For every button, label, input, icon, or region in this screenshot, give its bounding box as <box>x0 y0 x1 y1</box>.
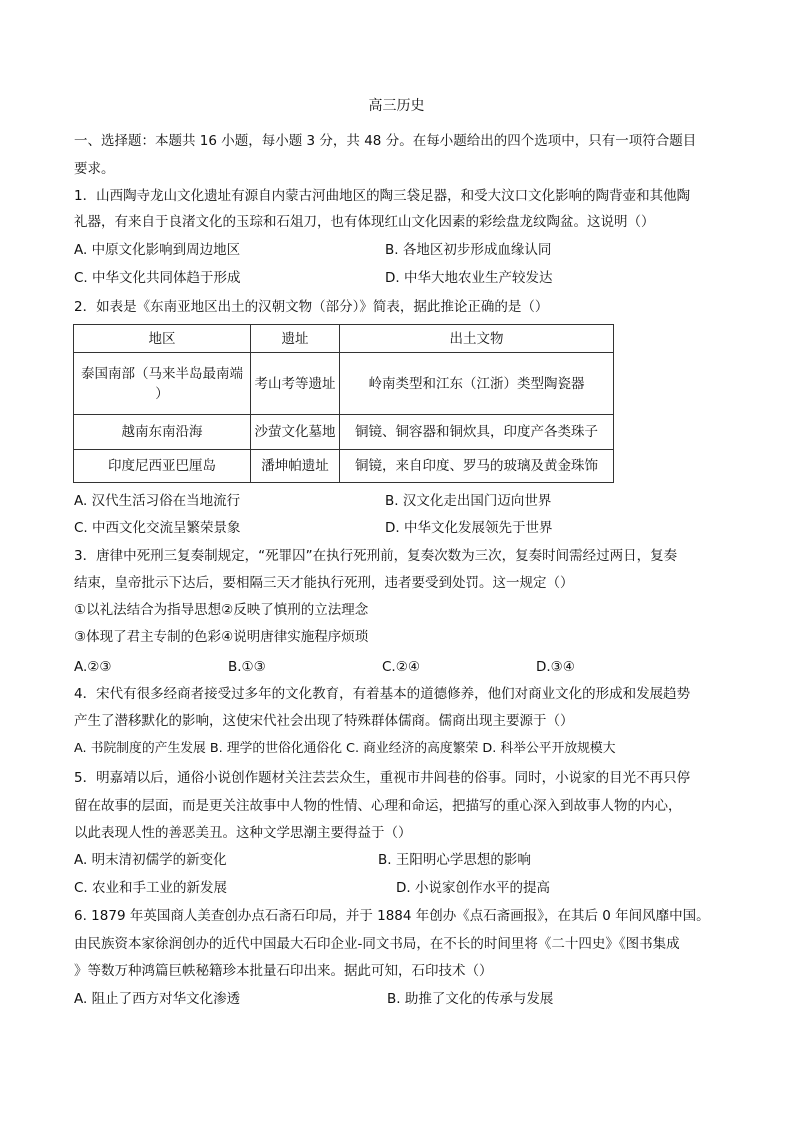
table-cell-items: 铜镜，来自印度、罗马的玻璃及黄金珠饰 <box>340 450 614 483</box>
q1-option-d: D. 中华大地农业生产较发达 <box>385 270 553 286</box>
q6-option-a: A. 阻止了西方对华文化渗透 <box>74 991 241 1007</box>
table-cell-region: 越南东南沿海 <box>74 415 251 450</box>
table-header-row <box>74 325 614 353</box>
table-header-region: 地区 <box>74 325 251 353</box>
artifact-table <box>73 324 614 483</box>
q2-option-a: A. 汉代生活习俗在当地流行 <box>74 493 241 509</box>
table-cell-items: 岭南类型和江东（江浙）类型陶瓷器 <box>340 353 614 415</box>
table-row <box>74 415 614 450</box>
q3-statements-line1: ①以礼法结合为指导思想②反映了慎刑的立法理念 <box>74 602 369 618</box>
q5-option-d: D. 小说家创作水平的提高 <box>396 880 550 896</box>
q6-option-b: B. 助推了文化的传承与发展 <box>387 991 554 1007</box>
q5-option-a: A. 明末清初儒学的新变化 <box>74 852 227 868</box>
q5-option-b: B. 王阳明心学思想的影响 <box>378 852 531 868</box>
q3-option-b: B.①③ <box>228 659 266 675</box>
page-title: 高三历史 <box>368 98 425 114</box>
q1-option-b: B. 各地区初步形成血缘认同 <box>385 242 552 258</box>
table-header-site: 遗址 <box>251 325 340 353</box>
table-cell-region: 印度尼西亚巴厘岛 <box>74 450 251 483</box>
q3-stem-line2: 结束，皇帝批示下达后，要相隔三天才能执行死刑，违者要受到处罚。这一规定（） <box>74 575 574 591</box>
table-row <box>74 450 614 483</box>
q3-option-a: A.②③ <box>74 659 112 675</box>
q4-options: A. 书院制度的产生发展 B. 理学的世俗化通俗化 C. 商业经济的高度繁荣 D. 科举公平开放规模大 <box>74 741 616 756</box>
q2-option-d: D. 中华文化发展领先于世界 <box>385 520 553 536</box>
q4-stem-line1: 4．宋代有很多经商者接受过多年的文化教育，有着基本的道德修养，他们对商业文化的形成和发展趋势 <box>74 686 691 702</box>
table-cell-site: 考山考等遗址 <box>251 353 340 415</box>
table-cell-items: 铜镜、铜容器和铜炊具，印度产各类珠子 <box>340 415 614 450</box>
q3-statements-line2: ③体现了君主专制的色彩④说明唐律实施程序烦琐 <box>74 629 369 645</box>
table-cell-region <box>74 353 251 415</box>
q6-stem-line2: 由民族资本家徐润创办的近代中国最大石印企业-同文书局，在不长的时间里将《二十四史》《图书集成 <box>74 936 680 952</box>
q5-stem-line1: 5．明嘉靖以后，通俗小说创作题材关注芸芸众生，重视市井闾巷的俗事。同时，小说家的目光不再只停 <box>74 770 691 786</box>
q5-stem-line3: 以此表现人性的善恶美丑。这种文学思潮主要得益于（） <box>74 825 412 841</box>
q6-stem-line3: 》等数万种鸿篇巨帙秘籍珍本批量石印出来。据此可知，石印技术（） <box>74 963 493 979</box>
q1-option-a: A. 中原文化影响到周边地区 <box>74 242 241 258</box>
q5-stem-line2: 留在故事的层面，而是更关注故事中人物的性情、心理和命运，把描写的重心深入到故事人物的内心， <box>74 798 682 814</box>
q3-option-c: C.②④ <box>382 659 420 675</box>
table-row <box>74 353 614 415</box>
table-cell-site: 沙萤文化墓地 <box>251 415 340 450</box>
q2-stem: 2．如表是《东南亚地区出土的汉朝文物（部分）》简表，据此推论正确的是（） <box>74 299 549 315</box>
q4-stem-line2: 产生了潜移默化的影响，这使宋代社会出现了特殊群体儒商。儒商出现主要源于（） <box>74 713 574 729</box>
q3-option-d: D.③④ <box>536 659 575 675</box>
region-text-line1: 泰国南部（马来半岛最南端 <box>81 365 243 382</box>
q6-stem-line1: 6. 1879 年英国商人美查创办点石斋石印局，并于 1884 年创办《点石斋画报》，在其后 0 年间风靡中国。 <box>74 908 710 924</box>
q1-stem-line1: 1．山西陶寺龙山文化遗址有源自内蒙古河曲地区的陶三袋足器，和受大汶口文化影响的陶背壶和其他陶 <box>74 188 691 204</box>
table-header-items: 出土文物 <box>340 325 614 353</box>
q2-option-b: B. 汉文化走出国门迈向世界 <box>385 493 552 509</box>
q1-stem-line2: 礼器，有来自于良渚文化的玉琮和石俎刀，也有体现红山文化因素的彩绘盘龙纹陶盆。这说明（） <box>74 214 655 230</box>
region-text-line2: ） <box>155 385 169 402</box>
table-cell-site: 潘坤帕遗址 <box>251 450 340 483</box>
section-instruction-line1: 一、选择题：本题共 16 小题，每小题 3 分，共 48 分。在每小题给出的四个选项中，只有一项符合题目 <box>74 133 697 149</box>
q5-option-c: C. 农业和手工业的新发展 <box>74 880 228 896</box>
q3-stem-line1: 3．唐律中死刑三复奏制规定，“死罪囚”在执行死刑前，复奏次数为三次，复奏时间需经过两日，复奏 <box>74 548 678 564</box>
q2-option-c: C. 中西文化交流呈繁荣景象 <box>74 520 241 536</box>
section-instruction-line2: 要求。 <box>74 161 115 177</box>
q1-option-c: C. 中华文化共同体趋于形成 <box>74 270 241 286</box>
